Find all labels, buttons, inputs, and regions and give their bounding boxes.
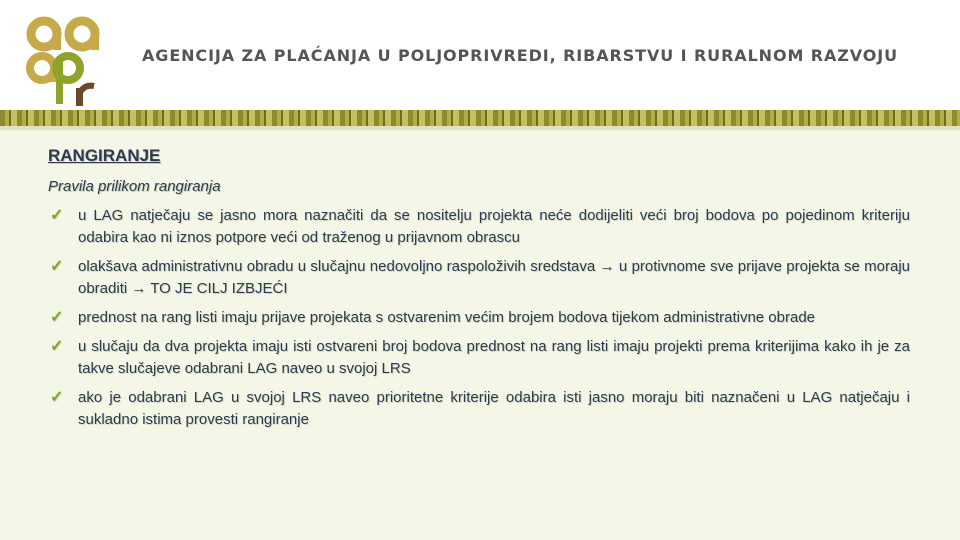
slide-title: RANGIRANJE <box>48 146 161 165</box>
list-item-text: u LAG natječaju se jasno mora naznačiti da se nositelju projekta neće dodijeliti veći broj bodova po pojedinom kriteriju odabira kao ni iznos potpore veći od traženog u prijavnom obrascu <box>78 207 910 246</box>
checkmark-icon: ✓ <box>50 258 64 275</box>
header <box>0 0 960 110</box>
list-item <box>48 256 910 300</box>
list-item-text: ako je odabrani LAG u svojoj LRS naveo prioritetne kriterije odabira isti jasno moraju biti naznačeni u LAG natječaju i sukladno istima provesti rangiranje <box>78 389 910 428</box>
list-item <box>48 387 910 431</box>
header-band <box>0 110 960 126</box>
slide-content <box>48 140 910 438</box>
checkmark-icon: ✓ <box>50 207 64 224</box>
list-item-text: prednost na rang listi imaju prijave projekata s ostvarenim većim brojem bodova tijekom administrativne obrade <box>78 309 816 326</box>
list-item <box>48 307 910 329</box>
list-item-text: u slučaju da dva projekta imaju isti ostvareni broj bodova prednost na rang listi imaju projekti prema kriterijima kako ih je za takve slučajeve odabrani LAG naveo u svojoj LRS <box>78 338 910 377</box>
apprrr-logo-icon <box>24 14 104 106</box>
checkmark-icon: ✓ <box>50 389 64 406</box>
slide-subtitle: Pravila prilikom rangiranja <box>48 178 221 195</box>
bullet-list <box>48 205 910 431</box>
agency-name: AGENCIJA ZA PLAĆANJA U POLJOPRIVREDI, RIBARSTVU I RURALNOM RAZVOJU <box>142 46 899 65</box>
list-item-text: olakšava administrativnu obradu u slučajnu nedovoljno raspoloživih sredstava → u protivnome sve prijave projekta se moraju obraditi → TO JE CILJ IZBJEĆI <box>78 258 910 297</box>
checkmark-icon: ✓ <box>50 338 64 355</box>
list-item <box>48 336 910 380</box>
header-band-shadow <box>0 126 960 130</box>
list-item <box>48 205 910 249</box>
checkmark-icon: ✓ <box>50 309 64 326</box>
